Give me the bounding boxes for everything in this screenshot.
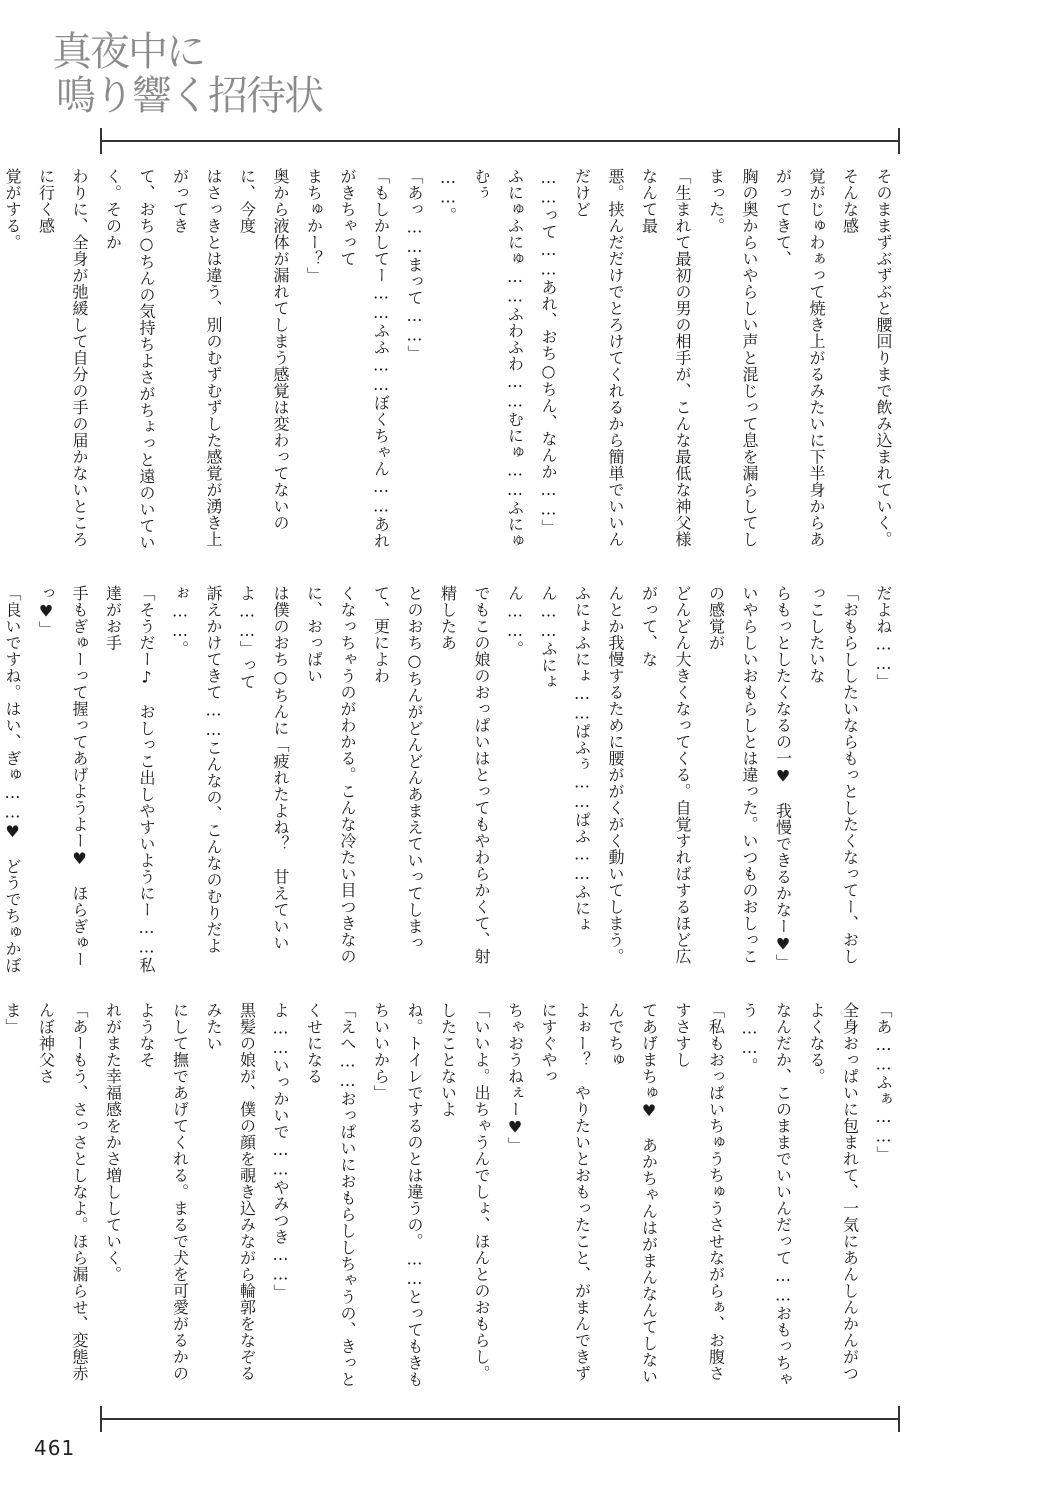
text-line: ね。トイレでするのとは違うの。……とってもきもちいいから」: [371, 1002, 424, 1388]
text-line: れがまた幸福感をかさ増ししていく。: [103, 1002, 123, 1283]
text-line: ま」: [3, 1002, 22, 1035]
text-block-3: [3, 1002, 900, 1397]
text-line: まちゅかー？」: [304, 168, 324, 284]
text-line: 訴えかけてきて……こんなの、こんなのむりだよぉ……。: [170, 585, 223, 954]
text-line: てあげまちゅ♥ あかちゃんはがまんなんてしないんでちゅ: [606, 1002, 659, 1385]
text-line: 黒髪の娘が、僕の顔を覗き込みながら輪郭をなぞるみたい: [204, 1002, 257, 1382]
page-number: 461: [34, 1436, 76, 1460]
text-line: 全身おっぱいに包まれて、一気にあんしんかんがつよくなる。: [807, 1002, 860, 1382]
text-line: ちゃおうねぇー♥」: [505, 1002, 525, 1154]
text-line: 「えへ……おっぱいにおもらししちゃうの、きっとくせになる: [304, 1002, 357, 1388]
text-line: わりに、全身が弛緩して自分の手の届かないところに行く感: [36, 168, 89, 548]
text-line: 「あーもう、さっさとしなよ。ほら漏らせ、変態赤んぼ神父さ: [36, 1002, 89, 1382]
text-line: 奥から液体が漏れてしまう感覚は変わってないのに、今度: [237, 168, 290, 531]
text-line: 「良いですね。はい、ぎゅ……♥ どうでちゅかぼ: [3, 585, 22, 974]
text-block-2: [3, 585, 900, 980]
text-line: でもこの娘のおっぱいはとってもやわらかくて、射精したあ: [438, 585, 491, 965]
text-line: 「そうだー♪ おしっこ出しやすいようにー……私達がお手: [103, 585, 156, 974]
text-line: ふにゅふにゅ……ふわふわ……むにゅ……ふにゅむぅ: [472, 168, 525, 549]
text-line: はさっきとは違う、別のむずむずした感覚が湧き上がってき: [170, 168, 223, 548]
bottom-rule: [100, 1406, 900, 1432]
text-line: 「あ……ふぁ……」: [874, 1002, 893, 1163]
page-title-line-1: 真夜中に: [52, 29, 204, 75]
page-title: [52, 30, 322, 118]
text-line: は僕のおち○ちんに「疲れたよね？ 甘えていいよ……」って: [237, 585, 290, 951]
text-line: 「私もおっぱいちゅうちゅうさせながらぁ、お腹さすさすし: [673, 1002, 726, 1382]
text-line: ふにょふにょ……ぱふぅ……ぱふ……ふにょん……ふにょ: [539, 585, 592, 933]
text-line: よ……いっかいで……やみつき……」: [271, 1002, 290, 1301]
text-line: だよね……」: [874, 585, 893, 690]
text-line: 「いいよ。出ちゃうんでしょ、ほんとのおもらし。したことないよ: [438, 1002, 491, 1382]
text-line: なんだか、このままでいいんだって……おもっちゃう……。: [740, 1002, 793, 1388]
text-line: そのままずぶずぶと腰回りまで飲み込まれていく。そんな感: [840, 168, 893, 548]
text-line: 覚がする。: [3, 168, 22, 251]
text-line: どんどん大きくなってくる。自覚すればするほど広がって、な: [639, 585, 692, 965]
text-line: 「おもらししたいならもっとしたくなってー、おしっこしたいな: [807, 585, 860, 965]
text-line: らもっとしたくなるの一♥ 我慢できるかなー♥」: [773, 585, 793, 971]
text-line: ……って……あれ、おち○ちん、なんか……」: [539, 168, 558, 536]
text-line: ん……。: [505, 585, 525, 657]
text-line: んとか我慢するために腰ががくがく動いてしまう。: [606, 585, 625, 965]
text-line: 覚がじゅわぁって焼き上がるみたいに下半身からあがってきて、: [773, 168, 826, 548]
text-line: くなっちゃうのがわかる。こんな冷たい目つきなのに、おっぱい: [304, 585, 357, 965]
text-line: 手もぎゅーって握ってあげようよー♥ ほらぎゅーっ♥」: [36, 585, 89, 968]
text-line: 悪。挟んだだけでとろけてくれるから簡単でいいんだけど: [572, 168, 625, 548]
text-line: 「もしかしてー……ふふ……ぼくちゃん……あれがきちゃって: [338, 168, 391, 549]
text-line: よぉー？ やりたいとおもったこと、がまんできずにすぐやっ: [539, 1002, 592, 1382]
text-line: ……。: [438, 168, 458, 224]
text-line: いやらしいおもらしとは違った。いつものおしっこの感覚が: [706, 585, 759, 965]
text-line: にして撫であげてくれる。まるで犬を可愛がるかのようなそ: [137, 1002, 190, 1382]
top-rule: [100, 128, 900, 154]
text-line: 「あっ……まって……」: [405, 168, 424, 362]
page-title-line-2: 鳴り響く招待状: [56, 73, 322, 119]
text-line: 「生まれて最初の男の相手が、こんな最低な神父様なんて最: [639, 168, 692, 548]
text-line: とのおち○ちんがどんどんあまえていってしまって、更によわ: [371, 585, 424, 951]
text-block-1: [3, 168, 900, 563]
text-line: て、おち○ちんの気持ちよさがちょっと遠のいていく。そのか: [103, 168, 156, 551]
text-line: 胸の奥からいやらしい声と混じって息を漏らしてしまった。: [706, 168, 759, 548]
